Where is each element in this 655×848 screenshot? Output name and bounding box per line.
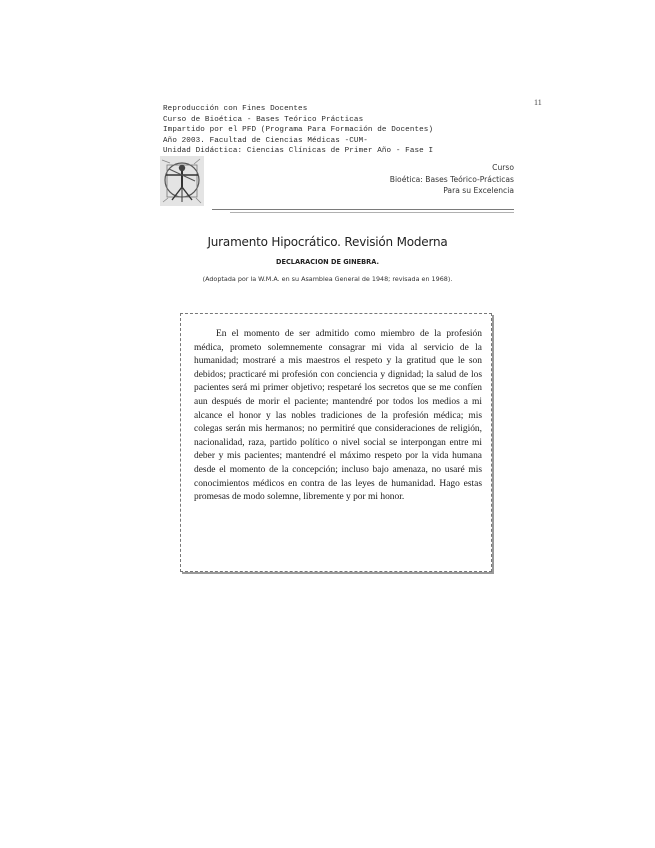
course-name: Bioética: Bases Teórico-Prácticas [389, 174, 514, 184]
course-motto: Para su Excelencia [443, 186, 514, 196]
course-label: Curso [492, 163, 514, 172]
document-title: Juramento Hipocrático. Revisión Moderna [207, 235, 448, 249]
course-info [390, 162, 514, 197]
header-line-program: Impartido por el PFD (Programa Para Formación de Docentes) [163, 126, 434, 135]
vitruvian-logo-icon [160, 156, 204, 206]
header-divider-secondary [230, 212, 514, 213]
header-line-reproduction: Reproducción con Fines Docentes [163, 105, 308, 113]
page-number: 11 [534, 98, 542, 107]
header-divider [212, 209, 514, 210]
document-header [163, 104, 483, 157]
oath-paragraph: En el momento de ser admitido como miembro de la profesión médica, prometo solemnemente consagrar mi vida al servicio de la humanidad; mostraré a mis maestros el respeto y la gratitud que le son debidos; practicaré mi profesión con conciencia y dignidad; la salud de los pacientes será mi primer objetivo; respetaré los secretos que se me confíen aun después de morir el paciente; mantendré por todos los medios a mi alcance el honor y las nobles tradiciones de la profesión médica; mis colegas serán mis hermanos; no permitiré que consideraciones de religión, nacionalidad, raza, partido político o nivel social se interpongan entre mi deber y mis pacientes; mantendré el máximo respeto por la vida humana desde el momento de la concepción; incluso bajo amenaza, no usaré mis conocimientos médicos en contra de las leyes de humanidad. Hago estas promesas de modo solemne, libremente y por mi honor. [194, 329, 482, 503]
header-line-course: Curso de Bioética - Bases Teórico Prácticas [163, 115, 364, 124]
adoption-note: (Adoptada por la W.M.A. en su Asamblea General de 1948; revisada en 1968). [202, 275, 453, 283]
header-line-year: Año 2003. Facultad de Ciencias Médicas -CUM- [163, 136, 368, 145]
document-subtitle: DECLARACION DE GINEBRA. [275, 258, 379, 266]
header-line-unit: Unidad Didáctica: Ciencias Clínicas de Primer Año - Fase I [163, 147, 434, 156]
